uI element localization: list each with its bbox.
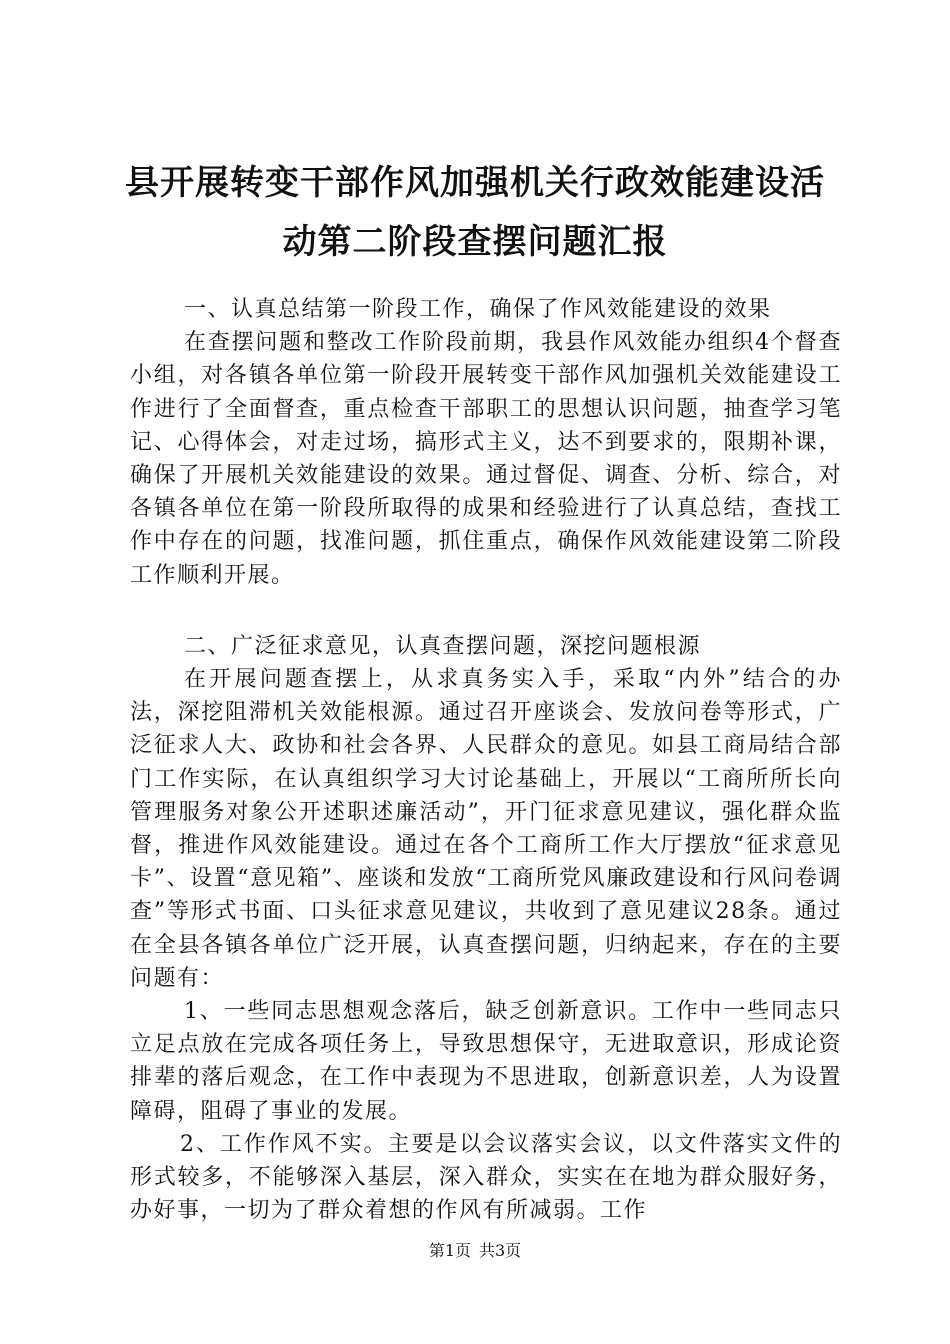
page-total: 共3页 — [479, 1241, 522, 1260]
list-item-2: 2、工作作风不实。主要是以会议落实会议，以文件落实文件的形式较多，不能够深入基层，深入群众，实实在在地为群众服好务，办好事，一切为了群众着想的作风有所减弱。工作 — [130, 1131, 842, 1224]
document-body — [130, 293, 842, 1227]
document-title-line-1: 县开展转变干部作风加强机关行政效能建设活 — [125, 163, 825, 203]
list-item-1: 1、一些同志思想观念落后，缺乏创新意识。工作中一些同志只立足点放在完成各项任务上，导致思想保守，无进取意识，形成论资排辈的落后观念，在工作中表现为不思进取，创新意识差，人为设置障碍，阻碍了事业的发展。 — [130, 999, 842, 1124]
page-number: 第1页 — [428, 1241, 471, 1260]
document-title-line-2: 动第二阶段查摆问题汇报 — [282, 222, 668, 262]
page-footer — [0, 1241, 950, 1261]
section-heading-2: 二、广泛征求意见，认真查摆问题，深挖问题根源 — [184, 633, 702, 659]
paragraph-spacer — [130, 592, 842, 630]
paragraph-2: 在开展问题查摆上，从求真务实入手，采取“内外”结合的办法，深挖阻滞机关效能根源。通过召开座谈会、发放问卷等形式，广泛征求人大、政协和社会各界、人民群众的意见。如县工商局结合部门工作实际，在认真组织学习大讨论基础上，开展以“工商所所长向管理服务对象公开述职述廉活动”，开门征求意见建议，强化群众监督，推进作风效能建设。通过在各个工商所工作大厅摆放“征求意见卡”、设置“意见箱”、座谈和发放“工商所党风廉政建设和行风问卷调查”等形式书面、口头征求意见建议，共收到了意见建议28条。通过在全县各镇各单位广泛开展，认真查摆问题，归纳起来，存在的主要问题有： — [130, 667, 842, 991]
paragraph-1: 在查摆问题和整改工作阶段前期，我县作风效能办组织4个督查小组，对各镇各单位第一阶段开展转变干部作风加强机关效能建设工作进行了全面督查，重点检查干部职工的思想认识问题，抽查学习笔记、心得体会，对走过场，搞形式主义，达不到要求的，限期补课，确保了开展机关效能建设的效果。通过督促、调查、分析、综合，对各镇各单位在第一阶段所取得的成果和经验进行了认真总结，查找工作中存在的问题，找准问题，抓住重点，确保作风效能建设第二阶段工作顺利开展。 — [130, 330, 842, 588]
section-heading-1: 一、认真总结第一阶段工作，确保了作风效能建设的效果 — [184, 297, 772, 322]
